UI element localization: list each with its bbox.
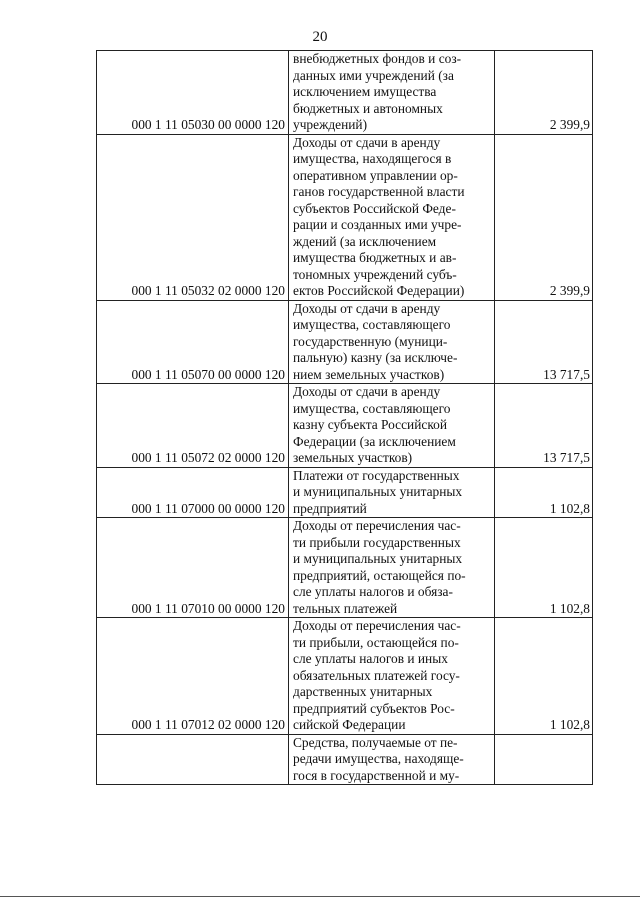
table-row	[97, 734, 593, 785]
revenue-name-line: Доходы от сдачи в аренду	[293, 300, 441, 316]
amount-cell: 13 717,5	[495, 300, 593, 384]
revenue-name-line: бюджетных и автономных	[293, 100, 443, 116]
revenue-name-line: земельных участков)	[293, 450, 413, 465]
revenue-name-line: имущества бюджетных и ав-	[293, 250, 457, 265]
table-row	[97, 384, 593, 468]
budget-code-cell: 000 1 11 07010 00 0000 120	[97, 518, 289, 618]
revenue-table	[96, 50, 593, 785]
revenue-name-cell	[289, 134, 495, 300]
budget-code-cell	[97, 734, 289, 785]
amount-cell: 2 399,9	[495, 134, 593, 300]
revenue-name-line: данных ими учреждений (за	[293, 67, 454, 83]
revenue-name-line: сийской Федерации	[293, 717, 406, 732]
revenue-name-line: обязательных платежей госу-	[293, 667, 460, 683]
budget-code-cell: 000 1 11 05070 00 0000 120	[97, 300, 289, 384]
revenue-name-line: сле уплаты налогов и обяза-	[293, 584, 453, 599]
budget-code-cell: 000 1 11 07012 02 0000 120	[97, 618, 289, 735]
revenue-name-line: Платежи от государственных	[293, 467, 460, 483]
revenue-name-line: исключением имущества	[293, 84, 437, 99]
revenue-name-cell	[289, 618, 495, 735]
table-row	[97, 300, 593, 384]
amount-cell: 1 102,8	[495, 618, 593, 735]
table-row	[97, 518, 593, 618]
revenue-name-line: рации и созданных ими учре-	[293, 217, 462, 232]
revenue-name-line: Федерации (за исключением	[293, 433, 456, 449]
page-bottom-rule	[0, 896, 640, 897]
revenue-name-line: учреждений)	[293, 117, 368, 132]
table-row	[97, 51, 593, 135]
revenue-name-line: Доходы от сдачи в аренду	[293, 384, 441, 399]
revenue-name-line: ектов Российской Федерации)	[293, 283, 465, 298]
revenue-name-line: государственную (муници-	[293, 333, 448, 349]
revenue-name-line: имущества, составляющего	[293, 317, 451, 332]
revenue-name-line: ти прибыли, остающейся по-	[293, 634, 459, 650]
revenue-name-line: Средства, получаемые от пе-	[293, 734, 458, 750]
amount-cell	[495, 734, 593, 785]
revenue-name-cell	[289, 51, 495, 135]
revenue-name-cell	[289, 384, 495, 468]
revenue-name-line: пальную) казну (за исключе-	[293, 350, 458, 365]
revenue-name-line: ганов государственной власти	[293, 184, 465, 199]
revenue-name-line: тельных платежей	[293, 600, 398, 616]
revenue-name-line: нием земельных участков)	[293, 366, 445, 382]
amount-cell: 13 717,5	[495, 384, 593, 468]
revenue-name-line: внебюджетных фондов и соз-	[293, 51, 462, 66]
revenue-name-line: ти прибыли государственных	[293, 534, 461, 550]
revenue-name-line: оперативном управлении ор-	[293, 167, 458, 183]
revenue-name-line: Доходы от сдачи в аренду	[293, 134, 441, 150]
revenue-name-line: казну субъекта Российской	[293, 417, 448, 432]
revenue-name-line: сле уплаты налогов и иных	[293, 651, 448, 666]
amount-cell: 1 102,8	[495, 518, 593, 618]
revenue-name-line: редачи имущества, находяще-	[293, 751, 464, 766]
table-row	[97, 618, 593, 735]
revenue-name-cell	[289, 300, 495, 384]
revenue-name-line: Доходы от перечисления час-	[293, 518, 461, 533]
page-number: 20	[312, 29, 328, 45]
revenue-name-line: имущества, составляющего	[293, 400, 451, 416]
revenue-name-line: предприятий, остающейся по-	[293, 567, 466, 583]
budget-code-cell: 000 1 11 05072 02 0000 120	[97, 384, 289, 468]
table-row	[97, 134, 593, 300]
revenue-name-cell	[289, 518, 495, 618]
revenue-name-line: и муниципальных унитарных	[293, 484, 463, 499]
revenue-name-line: ждений (за исключением	[293, 233, 437, 249]
budget-code-cell: 000 1 11 05030 00 0000 120	[97, 51, 289, 135]
amount-cell: 1 102,8	[495, 467, 593, 518]
table-row	[97, 467, 593, 518]
revenue-name-line: предприятий	[293, 500, 367, 516]
revenue-name-line: Доходы от перечисления час-	[293, 618, 461, 633]
revenue-name-line: предприятий субъектов Рос-	[293, 700, 455, 716]
budget-code-cell: 000 1 11 07000 00 0000 120	[97, 467, 289, 518]
revenue-name-cell	[289, 734, 495, 785]
amount-cell: 2 399,9	[495, 51, 593, 135]
revenue-name-cell	[289, 467, 495, 518]
revenue-name-line: субъектов Российской Феде-	[293, 200, 456, 216]
revenue-name-line: гося в государственной и му-	[293, 767, 460, 783]
revenue-table-body	[97, 51, 593, 785]
budget-code-cell: 000 1 11 05032 02 0000 120	[97, 134, 289, 300]
revenue-name-line: дарственных унитарных	[293, 684, 433, 699]
revenue-name-line: и муниципальных унитарных	[293, 551, 463, 566]
revenue-name-line: имущества, находящегося в	[293, 151, 452, 166]
revenue-name-line: тономных учреждений субъ-	[293, 266, 457, 282]
